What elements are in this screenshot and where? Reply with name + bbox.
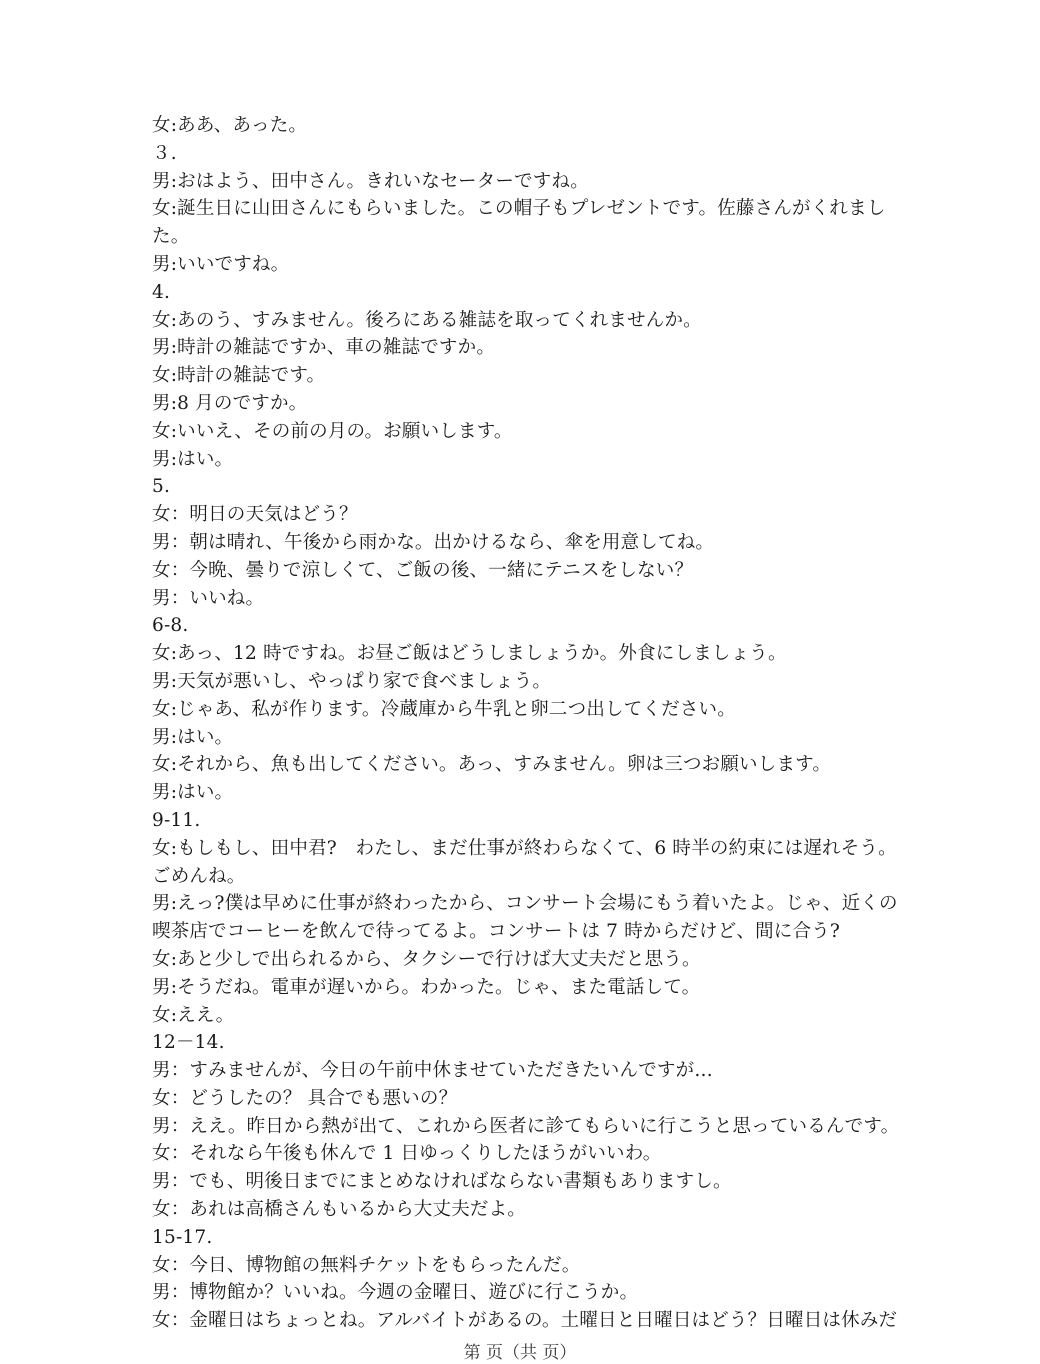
transcript-line: 女:いいえ、その前の月の。お願いします。 [152,420,513,442]
transcript-line: 女:じゃあ、私が作ります。冷蔵庫から牛乳と卵二つ出してください。 [152,698,736,720]
transcript-line: 5. [152,476,171,498]
transcript-line: 男:はい。 [152,726,234,748]
transcript-line: 女:あと少しで出られるから、タクシーで行けば大丈夫だと思う。 [152,948,701,970]
transcript-line: 女:もしもし、田中君? わたし、まだ仕事が終わらなくて、6 時半の約束には遅れそう。 [152,837,897,859]
transcript-line: 男:そうだね。電車が遅いから。わかった。じゃ、また電話して。 [152,976,701,998]
transcript-line: 男:天気が悪いし、やっぱり家で食べましょう。 [152,670,552,692]
listening-transcript [152,112,912,1335]
transcript-line: 男：でも、明後日までにまとめなければならない書類もありますし。 [152,1171,732,1193]
transcript-line: 女：今晩、曇りで涼しくて、ご飯の後、一緒にテニスをしない？ [152,559,694,581]
transcript-line: 男:えっ?僕は早めに仕事が終わったから、コンサート会場にもう着いたよ。じゃ、近くの [152,893,898,915]
transcript-line: 4. [152,281,171,303]
transcript-line: 女:ああ、あった。 [152,115,308,136]
transcript-line: 男：いいね。 [152,587,265,609]
transcript-line: 9-11. [152,809,201,831]
transcript-line: 男:はい。 [152,782,234,804]
transcript-line: 女：あれは高橋さんもいるから大丈夫だよ。 [152,1199,527,1221]
transcript-line: 15-17. [152,1226,213,1248]
transcript-line: 男:おはよう、田中さん。きれいなセーターですね。 [152,170,589,192]
transcript-line: 女：それなら午後も休んで 1 日ゆっくりしたほうがいいわ。 [152,1143,662,1165]
transcript-line: 女:あのう、すみません。後ろにある雑誌を取ってくれませんか。 [152,309,702,331]
transcript-line: 男:はい。 [152,448,234,470]
transcript-line: 女:ええ。 [152,1004,235,1026]
transcript-line: 男:8 月のですか。 [152,392,308,414]
transcript-line: 女：明日の天気はどう？ [152,504,358,526]
transcript-line: 女:それから、魚も出してください。あっ、すみません。卵は三つお願いします。 [152,754,832,776]
page-footer: 第 页（共 页） [463,1343,577,1363]
transcript-line: 女：どうしたの？ 具合でも悪いの？ [152,1087,458,1109]
transcript-line: 男：博物館か？いいね。今週の金曜日、遊びに行こうか。 [152,1282,639,1304]
transcript-line: 男：朝は晴れ、午後から雨かな。出かけるなら、傘を用意してね。 [152,531,715,553]
transcript-line: 男:いいですね。 [152,253,290,275]
transcript-line: 女:誕生日に山田さんにもらいました。この帽子もプレゼントです。佐藤さんがくれまし [152,198,886,220]
transcript-line: た。 [152,226,190,248]
transcript-line: 6-8. [152,615,189,637]
transcript-line: 喫茶店でコーヒーを飲んで待ってるよ。コンサートは 7 時からだけど、間に合う? [152,921,841,943]
transcript-line: 12－14. [152,1032,225,1054]
transcript-line: 女：金曜日はちょっとね。アルバイトがあるの。土曜日と日曜日はどう？日曜日は休みだ [152,1310,898,1332]
transcript-line: 男：ええ。昨日から熱が出て、これから医者に診てもらいに行こうと思っているんです。 [152,1115,900,1137]
transcript-line: ３. [152,142,177,164]
transcript-line: 男：すみませんが、今日の午前中休ませていただきたいんですが… [152,1060,714,1082]
transcript-line: 女:あっ、12 時ですね。お昼ご飯はどうしましょうか。外食にしましょう。 [152,643,787,665]
transcript-line: ごめんね。 [152,865,246,887]
transcript-line: 女:時計の雑誌です。 [152,365,326,387]
transcript-line: 男:時計の雑誌ですか、車の雑誌ですか。 [152,337,496,359]
transcript-line: 女：今日、博物館の無料チケットをもらったんだ。 [152,1254,581,1276]
